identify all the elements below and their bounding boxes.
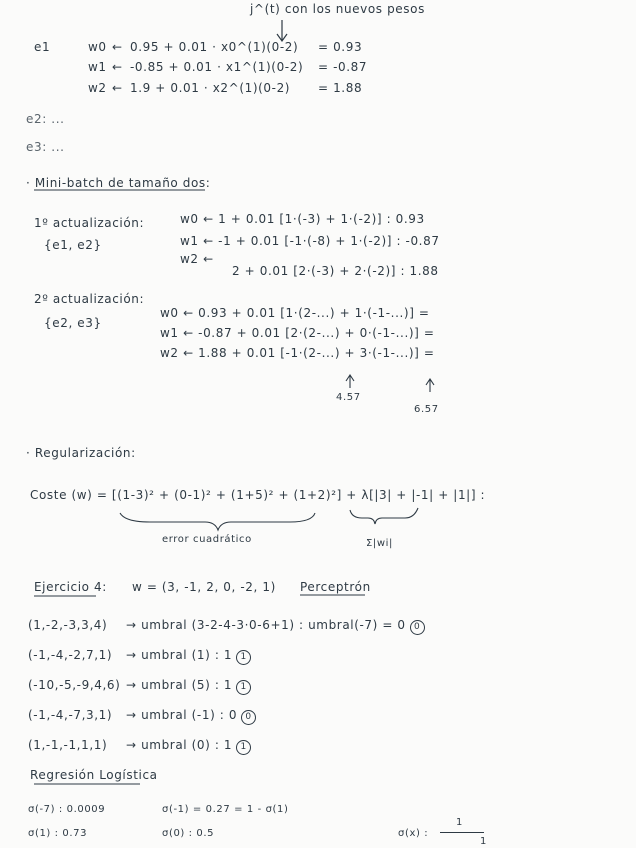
e1-row-w0-lhs: w0 — [88, 40, 107, 54]
exercise-row-output: → umbral (5) : 1 1 — [126, 678, 251, 695]
circled-mark: 1 — [236, 740, 251, 755]
logistic-title: Regresión Logística — [30, 768, 158, 782]
sigmoid-denominator: 1 — [480, 836, 487, 847]
second-row-w1: w1 ← -0.87 + 0.01 [2·(2-...) + 0·(-1-...)] = — [160, 326, 435, 340]
e2-line: e2: ... — [26, 112, 65, 126]
logistic-r2-left: σ(1) : 0.73 — [28, 828, 88, 839]
e1-row-w1-expr: -0.85 + 0.01 · x1^(1)(0-2) — [130, 60, 304, 74]
e1-row-w2-lhs: w2 — [88, 81, 107, 95]
exercise-row-output: → umbral (0) : 1 1 — [126, 738, 251, 755]
second-update-set: {e2, e3} — [44, 316, 102, 330]
first-row-w1: w1 ← -1 + 0.01 [-1·(-8) + 1·(-2)] : -0.87 — [180, 234, 440, 248]
up-arrow-right — [426, 379, 434, 392]
circled-mark: 0 — [241, 710, 256, 725]
first-update-label: 1º actualización: — [34, 216, 145, 230]
brace-right-label: Σ|wi| — [366, 538, 394, 549]
first-update-set: {e1, e2} — [44, 238, 102, 252]
exercise-row-input: (1,-1,-1,1,1) — [28, 738, 108, 752]
e1-row-w2-expr: 1.9 + 0.01 · x2^(1)(0-2) — [130, 81, 291, 95]
top-line: j^(t) con los nuevos pesos — [250, 2, 425, 16]
second-update-label: 2º actualización: — [34, 292, 145, 306]
logistic-r1-left: σ(-7) : 0.0009 — [28, 804, 106, 815]
sigmoid-label: σ(x) : — [398, 828, 429, 839]
logistic-r1-mid: σ(-1) = 0.27 = 1 - σ(1) — [162, 804, 289, 815]
circled-mark: 1 — [236, 650, 251, 665]
exercise-row-output: → umbral (-1) : 0 0 — [126, 708, 256, 725]
exercise-row-output: → umbral (3-2-4-3·0-6+1) : umbral(-7) = 0 0 — [126, 618, 425, 635]
perceptron-label: Perceptrón — [300, 580, 371, 594]
logistic-r2-mid: σ(0) : 0.5 — [162, 828, 215, 839]
e1-row-w2-arrow: ← — [112, 81, 123, 95]
down-arrow-stroke — [277, 20, 287, 41]
e1-row-w0-result: = 0.93 — [318, 40, 363, 54]
e1-label: e1 — [34, 40, 51, 54]
circled-mark: 1 — [236, 680, 251, 695]
exercise-row-input: (1,-2,-3,3,4) — [28, 618, 108, 632]
sigmoid-numerator: 1 — [456, 817, 463, 828]
annot-left: 4.57 — [336, 392, 361, 403]
e1-row-w1-lhs: w1 — [88, 60, 107, 74]
cost-equation: Coste (w) = [(1-3)² + (0-1)² + (1+5)² + (1+2)²] + λ[|3| + |-1| + |1|] : — [30, 488, 486, 502]
brace-left — [120, 513, 315, 530]
first-row-w2: w2 ← — [180, 252, 214, 266]
e1-row-w1-result: = -0.87 — [318, 60, 368, 74]
e1-row-w0-arrow: ← — [112, 40, 123, 54]
exercise-row-input: (-10,-5,-9,4,6) — [28, 678, 121, 692]
e3-line: e3: ... — [26, 140, 65, 154]
up-arrow-left — [346, 375, 354, 388]
first-row-w0: w0 ← 1 + 0.01 [1·(-3) + 1·(-2)] : 0.93 — [180, 212, 425, 226]
exercise-row-input: (-1,-4,-2,7,1) — [28, 648, 113, 662]
circled-mark: 0 — [410, 620, 425, 635]
minibatch-title: · Mini-batch de tamaño dos: — [26, 176, 211, 190]
e1-row-w2-result: = 1.88 — [318, 81, 363, 95]
second-row-w2: w2 ← 1.88 + 0.01 [-1·(2-...) + 3·(-1-...)] = — [160, 346, 435, 360]
e1-row-w1-arrow: ← — [112, 60, 123, 74]
brace-left-label: error cuadrático — [162, 534, 252, 545]
exercise-weights: w = (3, -1, 2, 0, -2, 1) — [132, 580, 276, 594]
brace-right — [350, 508, 418, 524]
second-row-w0: w0 ← 0.93 + 0.01 [1·(2-...) + 1·(-1-...)] = — [160, 306, 430, 320]
e1-row-w0-expr: 0.95 + 0.01 · x0^(1)(0-2) — [130, 40, 299, 54]
first-row-w2-cont: 2 + 0.01 [2·(-3) + 2·(-2)] : 1.88 — [232, 264, 439, 278]
exercise-title: Ejercicio 4: — [34, 580, 107, 594]
annot-right: 6.57 — [414, 404, 439, 415]
regularization-title: · Regularización: — [26, 446, 136, 460]
exercise-row-input: (-1,-4,-7,3,1) — [28, 708, 113, 722]
fraction-bar — [440, 832, 484, 833]
exercise-row-output: → umbral (1) : 1 1 — [126, 648, 251, 665]
